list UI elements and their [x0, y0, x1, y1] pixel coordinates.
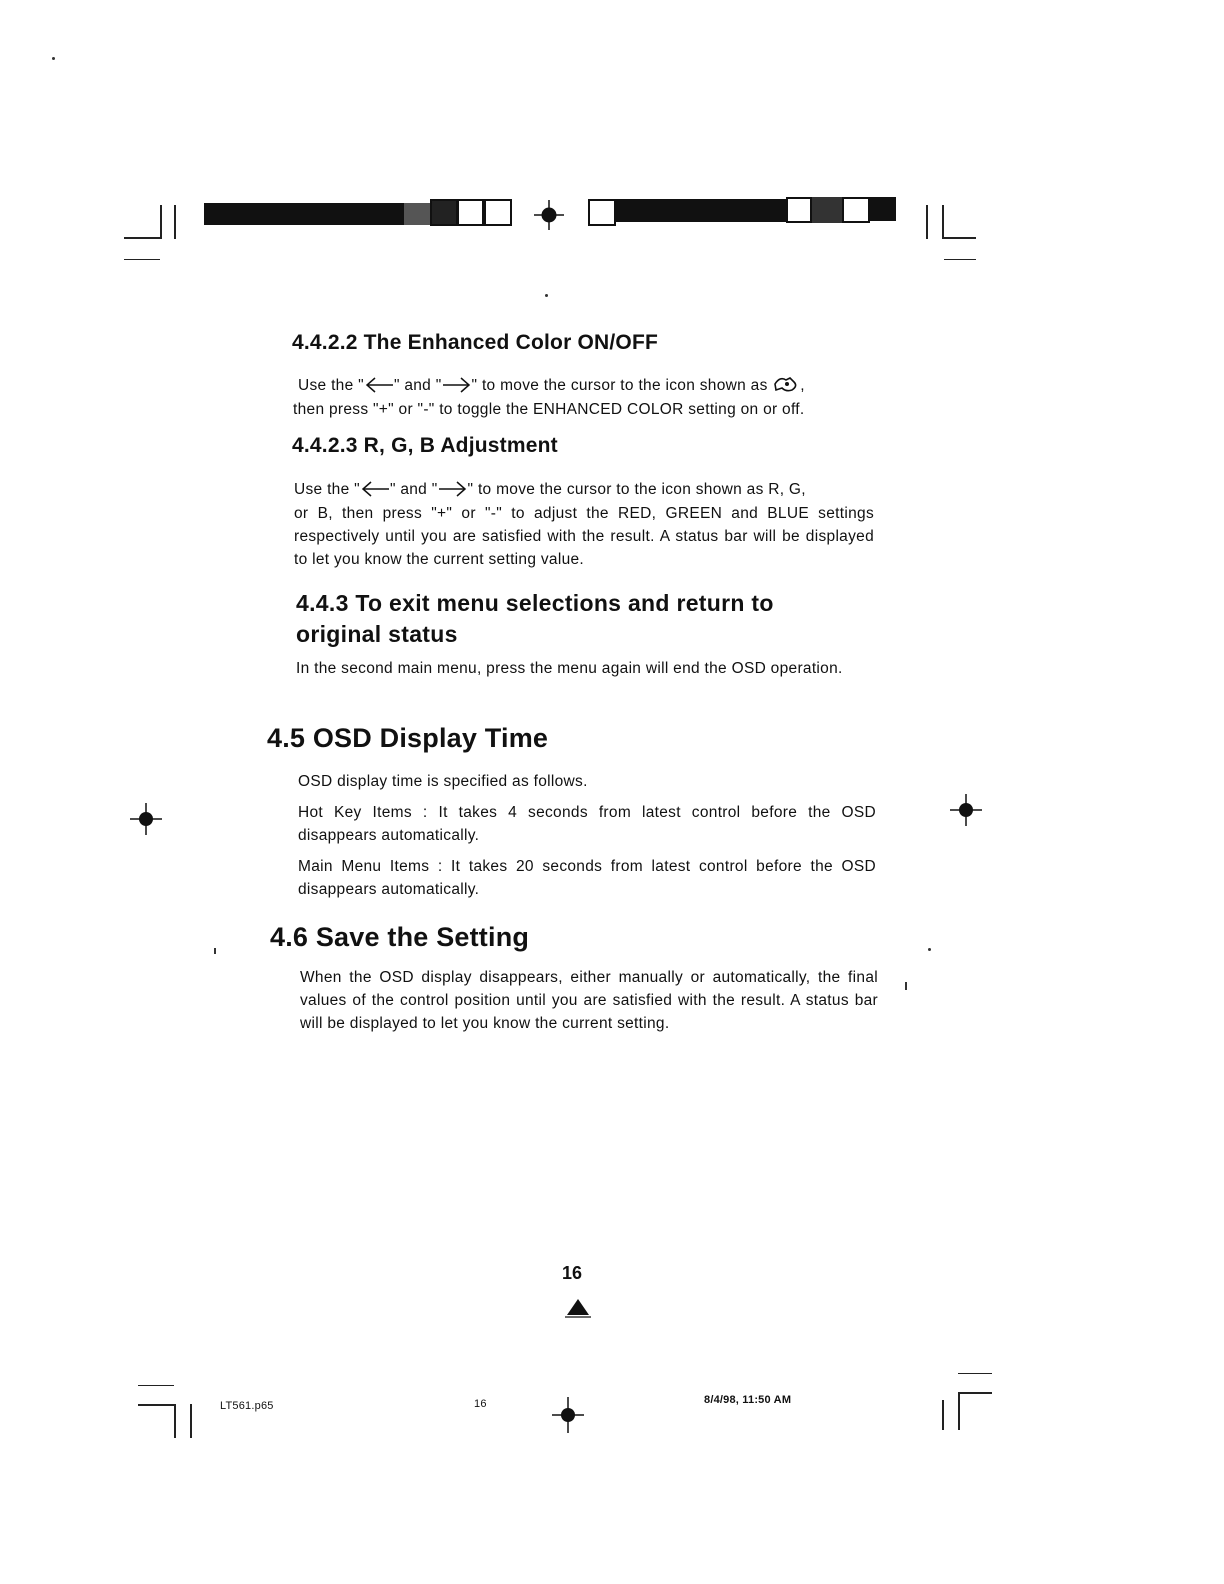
paragraph: When the OSD display disappears, either manually or automatically, the final values of the control position until you are satisfied with the result. A status bar will be displayed to let you know the current setting.: [300, 969, 878, 1032]
left-arrow-icon: [360, 481, 390, 497]
stray-mark: [545, 294, 548, 297]
section-heading: 4.4.3 To exit menu selections and return to original status: [296, 590, 774, 647]
triangle-up-icon: [564, 1297, 592, 1319]
footer-filename: LT561.p65: [220, 1400, 274, 1412]
section-heading: 4.6 Save the Setting: [270, 922, 530, 952]
paragraph: In the second main menu, press the menu again will end the OSD operation.: [296, 660, 843, 677]
paragraph-line: then press "+" or "-" to toggle the ENHANCED COLOR setting on or off.: [293, 401, 805, 418]
paragraph: Main Menu Items : It takes 20 seconds from latest control before the OSD disappears automatically.: [298, 858, 876, 898]
paragraph: or B, then press "+" or "-" to adjust the RED, GREEN and BLUE settings respectively until you are satisfied with the result. A status bar will be displayed to let you know the current setting value.: [294, 505, 874, 568]
stray-mark: [928, 948, 931, 951]
left-arrow-icon: [364, 377, 394, 393]
stray-mark: [214, 948, 216, 954]
paragraph: Use the " " and " " to move the cursor to the icon shown as R, G,: [294, 481, 806, 498]
paragraph: Use the " " and " " to move the cursor to the icon shown as ,: [298, 374, 878, 397]
stray-mark: [52, 57, 55, 60]
stray-mark: [905, 982, 907, 990]
paragraph: OSD display time is specified as follows.: [298, 773, 588, 790]
enhanced-color-icon: [772, 374, 800, 394]
footer-page: 16: [474, 1398, 487, 1410]
page-number: 16: [562, 1263, 583, 1283]
registration-mark-icon: [948, 792, 984, 828]
registration-mark-icon: [550, 1396, 586, 1434]
right-arrow-icon: [442, 377, 472, 393]
footer-timestamp: 8/4/98, 11:50 AM: [704, 1394, 792, 1406]
right-arrow-icon: [438, 481, 468, 497]
section-heading: 4.4.2.2 The Enhanced Color ON/OFF: [292, 331, 658, 354]
section-heading: 4.5 OSD Display Time: [267, 723, 549, 753]
registration-mark-icon: [128, 801, 164, 837]
section-heading: 4.4.2.3 R, G, B Adjustment: [292, 434, 558, 457]
paragraph: Hot Key Items : It takes 4 seconds from latest control before the OSD disappears automatically.: [298, 804, 876, 844]
registration-mark-icon: [532, 198, 566, 232]
